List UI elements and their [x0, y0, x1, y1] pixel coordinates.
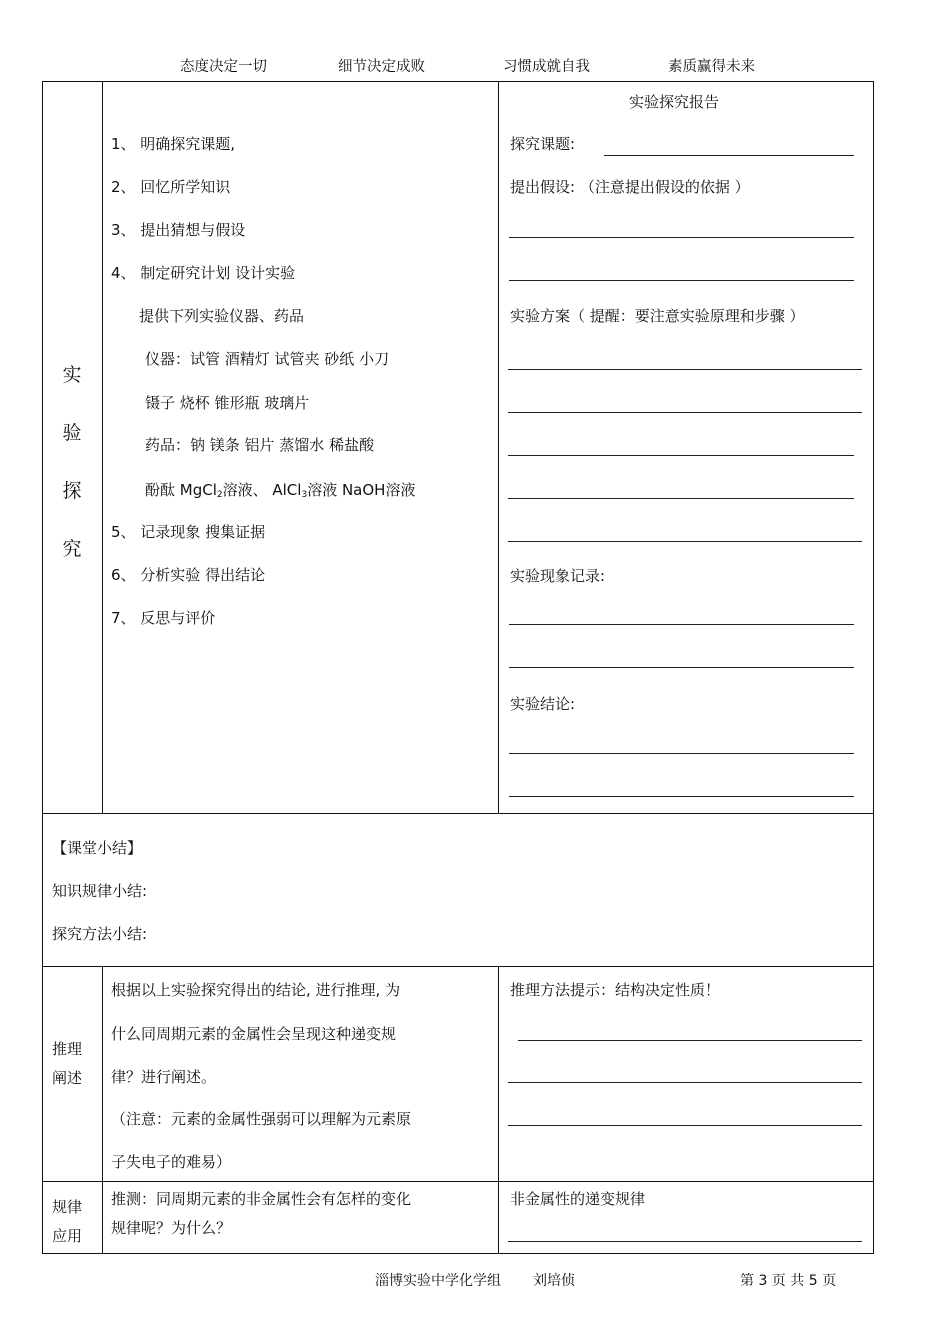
- footer-page-number: 第 3 页 共 5 页: [740, 1273, 837, 1289]
- motto-4: 素质赢得未来: [668, 59, 755, 75]
- motto-2: 细节决定成败: [338, 59, 425, 75]
- answer-line[interactable]: [509, 667, 854, 668]
- report-conclusion-label: 实验结论:: [510, 695, 576, 713]
- step-3: 3、 提出猜想与假设: [111, 221, 246, 239]
- application-side-label: 规律: [52, 1198, 83, 1216]
- reagent-text: 溶液、 AlCl: [222, 481, 302, 499]
- step-6: 6、 分析实验 得出结论: [111, 566, 266, 584]
- reagent-text: 酚酞 MgCl: [145, 481, 217, 499]
- answer-line[interactable]: [604, 155, 854, 156]
- row-divider: [42, 966, 874, 967]
- reasoning-text-line: （注意：元素的金属性强弱可以理解为元素原: [111, 1110, 412, 1128]
- summary-method: 探究方法小结:: [52, 925, 148, 943]
- report-title: 实验探究报告: [629, 93, 720, 111]
- report-plan-label: 实验方案（ 提醒：要注意实验原理和步骤 ）: [510, 307, 805, 325]
- step-7: 7、 反思与评价: [111, 609, 216, 627]
- reasoning-side-label: 阐述: [52, 1069, 83, 1087]
- row-divider: [42, 1181, 874, 1182]
- application-right-label: 非金属性的递变规律: [510, 1190, 646, 1208]
- answer-line[interactable]: [508, 369, 862, 370]
- reasoning-text-line: 子失电子的难易）: [111, 1153, 232, 1171]
- summary-heading: 【课堂小结】: [52, 839, 143, 857]
- report-hypothesis-label: 提出假设: （注意提出假设的依据 ）: [510, 178, 750, 196]
- side-label-char: 验: [62, 422, 82, 444]
- reagents-line-1: 药品：钠 镁条 铝片 蒸馏水 稀盐酸: [145, 436, 375, 454]
- answer-line[interactable]: [508, 498, 854, 499]
- col-divider: [102, 81, 103, 813]
- footer-org: 淄博实验中学化学组: [375, 1273, 501, 1289]
- reasoning-text-line: 律？进行阐述。: [111, 1068, 217, 1086]
- answer-line[interactable]: [509, 624, 854, 625]
- reasoning-hint: 推理方法提示：结构决定性质！: [510, 981, 721, 999]
- answer-line[interactable]: [508, 412, 862, 413]
- answer-line[interactable]: [509, 753, 854, 754]
- instruments-line-1: 仪器：试管 酒精灯 试管夹 砂纸 小刀: [145, 350, 390, 368]
- answer-line[interactable]: [518, 1040, 862, 1041]
- step-4: 4、 制定研究计划 设计实验: [111, 264, 296, 282]
- supply-intro: 提供下列实验仪器、药品: [139, 307, 305, 325]
- side-label-char: 实: [62, 364, 82, 386]
- side-label-char: 究: [62, 538, 82, 560]
- motto-1: 态度决定一切: [180, 59, 267, 75]
- answer-line[interactable]: [508, 1125, 862, 1126]
- answer-line[interactable]: [508, 541, 862, 542]
- motto-3: 习惯成就自我: [503, 59, 590, 75]
- footer-author: 刘培侦: [533, 1273, 575, 1289]
- reasoning-text-line: 什么同周期元素的金属性会呈现这种递变规: [111, 1025, 397, 1043]
- col-divider: [498, 966, 499, 1254]
- reasoning-side-label: 推理: [52, 1040, 83, 1058]
- answer-line[interactable]: [509, 280, 854, 281]
- step-1: 1、 明确探究课题,: [111, 135, 236, 153]
- row-divider: [42, 813, 874, 814]
- reagent-text: 溶液 NaOH溶液: [307, 481, 416, 499]
- reagents-line-2: [145, 479, 415, 500]
- instruments-line-2: 镊子 烧杯 锥形瓶 玻璃片: [145, 394, 310, 412]
- step-5: 5、 记录现象 搜集证据: [111, 523, 266, 541]
- summary-knowledge: 知识规律小结:: [52, 882, 148, 900]
- answer-line[interactable]: [508, 1082, 862, 1083]
- reasoning-text-line: 根据以上实验探究得出的结论, 进行推理, 为: [111, 981, 401, 999]
- answer-line[interactable]: [509, 796, 854, 797]
- answer-line[interactable]: [509, 237, 854, 238]
- subscript: 3: [301, 490, 308, 500]
- application-text-line: 规律呢？为什么？: [111, 1219, 232, 1237]
- step-2: 2、 回忆所学知识: [111, 178, 231, 196]
- col-divider: [102, 966, 103, 1254]
- col-divider: [498, 81, 499, 813]
- side-label-char: 探: [62, 480, 82, 502]
- answer-line[interactable]: [508, 1241, 862, 1242]
- application-side-label: 应用: [52, 1227, 83, 1245]
- report-topic-label: 探究课题:: [510, 135, 576, 153]
- report-phenomena-label: 实验现象记录:: [510, 567, 606, 585]
- answer-line[interactable]: [508, 455, 854, 456]
- application-text-line: 推测：同周期元素的非金属性会有怎样的变化: [111, 1190, 412, 1208]
- subscript: 2: [216, 490, 223, 500]
